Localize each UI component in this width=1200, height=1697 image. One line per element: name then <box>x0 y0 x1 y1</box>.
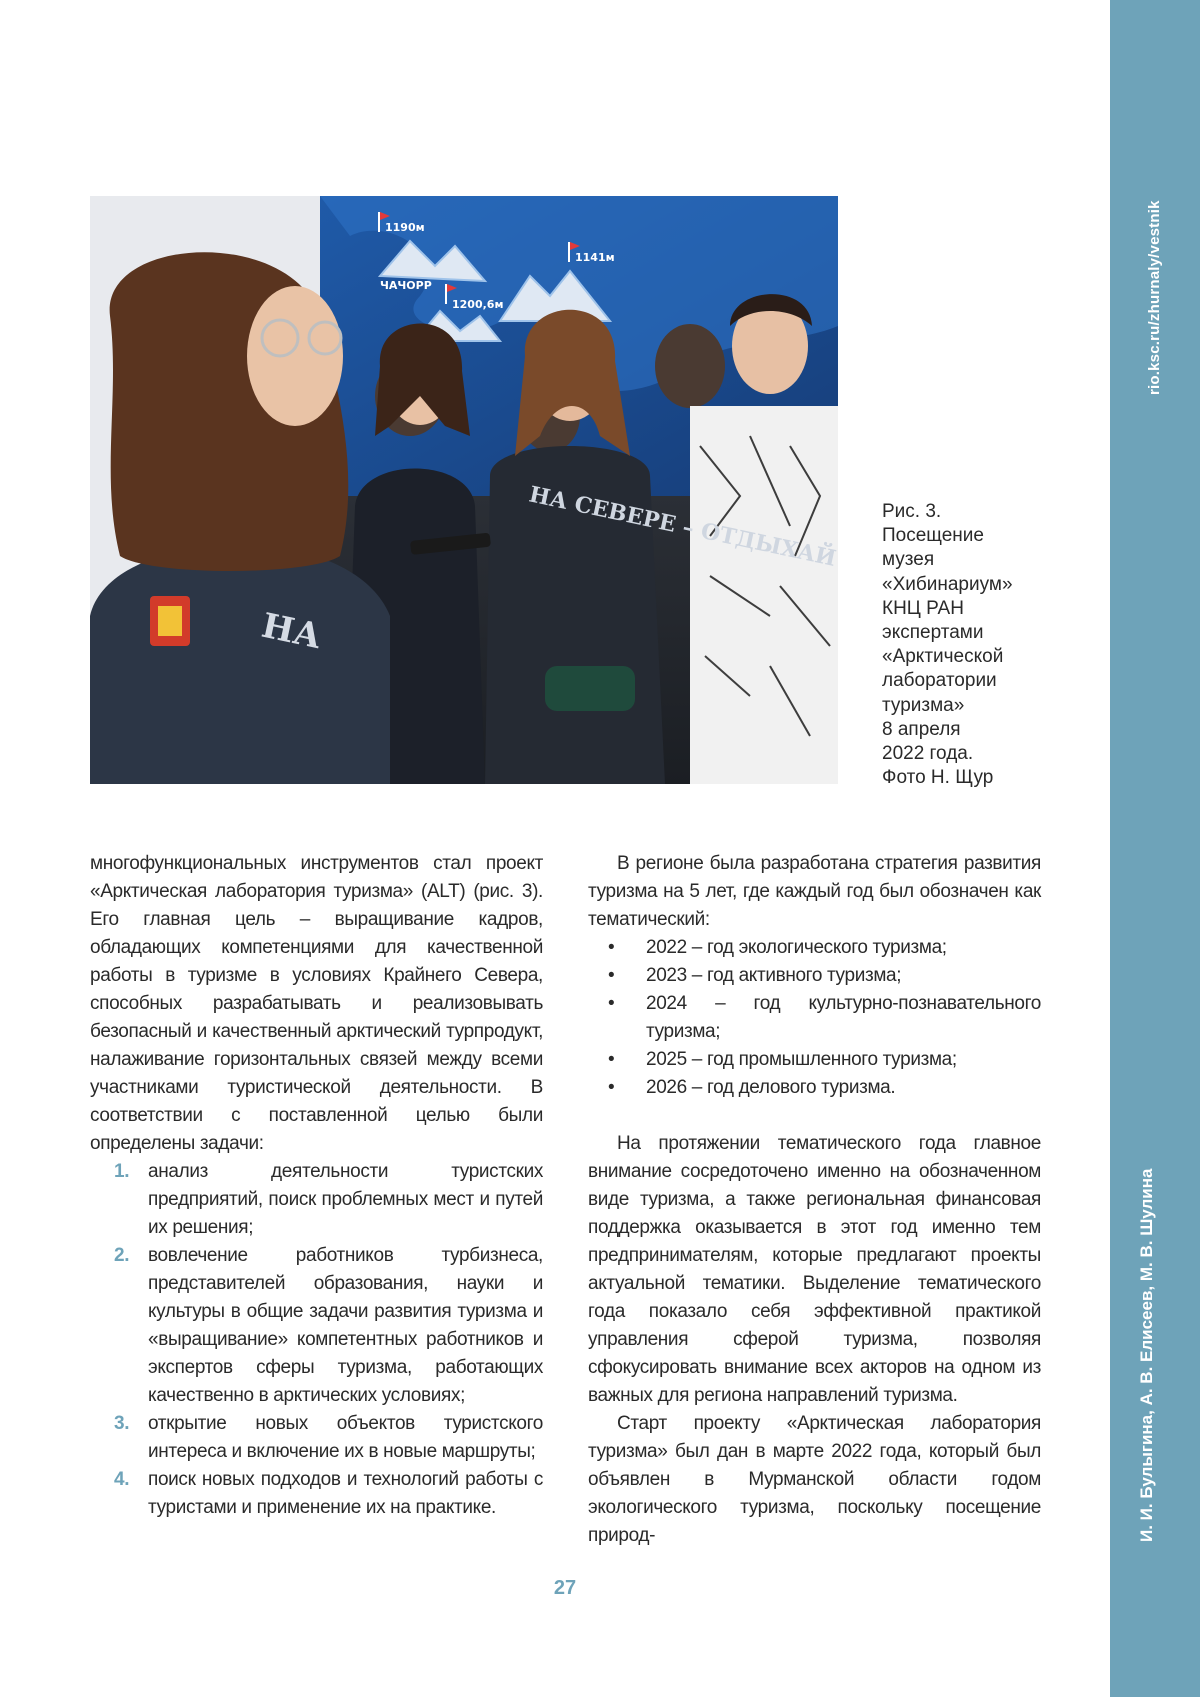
svg-text:НА: НА <box>258 606 325 658</box>
task-item <box>90 1158 543 1242</box>
caption-line: 2022 года. <box>882 742 1042 766</box>
year-item <box>588 934 1041 962</box>
year-text: 2022 – год экологического туризма; <box>646 937 947 958</box>
bullet-icon: • <box>608 962 614 990</box>
tasks-list <box>90 1158 543 1522</box>
year-text: 2025 – год промышленного туризма; <box>646 1049 957 1070</box>
thematic-year-paragraph: На протяжении тематического года главное внимание сосредоточено именно на обозначенном виде туризма, а также региональная финансовая поддержка оказывается в этот год именно тем предпринимателям, которые предлагают проекты актуальной тематики. Выделение тематического года показало себя эффективной практикой управления сферой туризма, позволяя сфокусировать внимание всех акторов на одном из важных для региона направлений туризма. <box>588 1130 1041 1410</box>
task-number: 2. <box>114 1242 129 1270</box>
bullet-icon: • <box>608 1074 614 1102</box>
caption-line: лаборатории <box>882 669 1042 693</box>
caption-line: Посещение <box>882 524 1042 548</box>
caption-line: «Хибинариум» <box>882 573 1042 597</box>
task-text: вовлечение работников турбизнеса, представителей образования, науки и культуры в общие задачи развития туризма и «выращивание» компетентных работников и экспертов сферы туризма, работающих качественно в арктических условиях; <box>148 1245 543 1406</box>
year-text: 2024 – год культурно-познавательного туризма; <box>646 993 1041 1042</box>
bullet-icon: • <box>608 1046 614 1074</box>
year-text: 2023 – год активного туризма; <box>646 965 901 986</box>
journal-url[interactable]: rio.ksc.ru/zhurnaly/vestnik <box>1146 200 1163 395</box>
project-start-paragraph: Старт проекту «Арктическая лаборатория туризма» был дан в марте 2022 года, который был объявлен в Мурманской области годом экологического туризма, поскольку посещение природ- <box>588 1410 1041 1550</box>
caption-line: «Арктической <box>882 645 1042 669</box>
caption-line: КНЦ РАН <box>882 597 1042 621</box>
task-item <box>90 1410 543 1466</box>
task-item <box>90 1242 543 1410</box>
task-text: открытие новых объектов туристского интереса и включение их в новые маршруты; <box>148 1413 543 1462</box>
year-item <box>588 962 1041 990</box>
bullet-icon: • <box>608 990 614 1018</box>
intro-paragraph: многофункциональных инструментов стал проект «Арктическая лаборатория туризма» (ALT) (рис. 3). Его главная цель – выращивание кадров, обладающих компетенциями для качественной работы в туризме в условиях Крайнего Севера, способных разрабатывать и реализовывать безопасный и качественный арктический турпродукт, налаживание горизонтальных связей между всеми участниками туристической деятельности. В соответствии с поставленной целью были определены задачи: <box>90 850 543 1158</box>
caption-line: экспертами <box>882 621 1042 645</box>
figure-photo <box>90 196 838 784</box>
photo-label-peak3: 1200,6м <box>452 298 503 311</box>
spacer <box>588 1102 1041 1130</box>
caption-line: музея <box>882 548 1042 572</box>
year-item <box>588 1074 1041 1102</box>
right-column <box>588 850 1041 1550</box>
year-item <box>588 990 1041 1046</box>
photo-label-peak1: 1190м <box>385 221 425 234</box>
running-authors: И. И. Булыгина, А. В. Елисеев, М. В. Шулина <box>1137 1169 1157 1543</box>
photo-label-peak2: 1141м <box>575 251 615 264</box>
caption-line: Рис. 3. <box>882 500 1042 524</box>
thematic-years-list <box>588 934 1041 1102</box>
figure-caption <box>882 500 1042 790</box>
bullet-icon: • <box>608 934 614 962</box>
task-number: 4. <box>114 1466 129 1494</box>
left-column <box>90 850 543 1522</box>
caption-line: Фото Н. Щур <box>882 766 1042 790</box>
year-item <box>588 1046 1041 1074</box>
photo-sweatshirt-text: НА СЕВЕРЕ – ОТДЫХАЙ <box>527 479 838 572</box>
strategy-paragraph: В регионе была разработана стратегия развития туризма на 5 лет, где каждый год был обозначен как тематический: <box>588 850 1041 934</box>
task-number: 1. <box>114 1158 129 1186</box>
caption-line: 8 апреля <box>882 718 1042 742</box>
photo-label-peak1-name: ЧАЧОРР <box>380 279 432 292</box>
task-number: 3. <box>114 1410 129 1438</box>
page-number: 27 <box>540 1577 590 1600</box>
caption-line: туризма» <box>882 694 1042 718</box>
task-text: анализ деятельности туристских предприятий, поиск проблемных мест и путей их решения; <box>148 1161 543 1238</box>
task-item <box>90 1466 543 1522</box>
task-text: поиск новых подходов и технологий работы с туристами и применение их на практике. <box>148 1469 543 1518</box>
year-text: 2026 – год делового туризма. <box>646 1077 895 1098</box>
